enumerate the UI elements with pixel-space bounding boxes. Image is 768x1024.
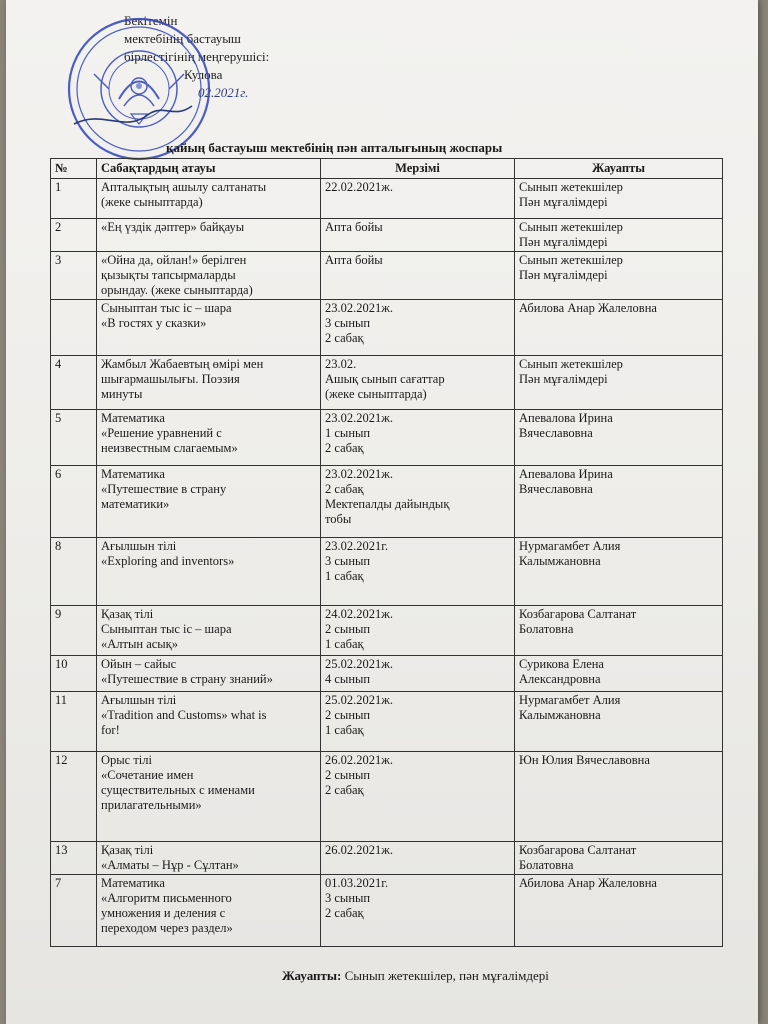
table-row bbox=[51, 466, 723, 538]
plan-table bbox=[50, 158, 723, 947]
responsible-cell-line: Сурикова Елена bbox=[519, 657, 604, 671]
responsible-cell-line: Сынып жетекшілер bbox=[519, 253, 623, 267]
date-cell-line: 23.02.2021ж. bbox=[325, 467, 394, 481]
lesson-name-cell-line: «Ең үздік дәптер» байқауы bbox=[101, 220, 245, 234]
lesson-name-cell-line: прилагательными» bbox=[101, 798, 202, 812]
lesson-name-cell bbox=[97, 466, 321, 538]
lesson-name-cell-line: «Алгоритм письменного bbox=[101, 891, 232, 905]
row-number-cell: 9 bbox=[51, 606, 97, 656]
date-cell-line: 2 сынып bbox=[325, 622, 371, 636]
date-cell-line: 23.02.2021ж. bbox=[325, 411, 394, 425]
date-cell bbox=[321, 656, 515, 692]
row-number-cell: 2 bbox=[51, 219, 97, 252]
lesson-name-cell bbox=[97, 842, 321, 875]
responsible-cell bbox=[515, 219, 723, 252]
date-cell-line: 1 сынып bbox=[325, 426, 371, 440]
table-row bbox=[51, 356, 723, 410]
date-cell-line: Апта бойы bbox=[325, 253, 383, 267]
header-lesson-name: Сабақтардың атауы bbox=[97, 159, 321, 179]
responsible-cell-line: Калымжановна bbox=[519, 708, 601, 722]
date-cell-line: 01.03.2021г. bbox=[325, 876, 389, 890]
approval-line-1: Бекітемін bbox=[124, 13, 178, 28]
date-cell bbox=[321, 875, 515, 947]
responsible-cell-line: Болатовна bbox=[519, 622, 574, 636]
date-cell-line: 26.02.2021ж. bbox=[325, 843, 394, 857]
date-cell-line: Апта бойы bbox=[325, 220, 383, 234]
date-cell-line: 2 сабақ bbox=[325, 441, 364, 455]
date-cell bbox=[321, 538, 515, 606]
date-cell-line: 2 сабақ bbox=[325, 783, 364, 797]
approval-line-3: бірлестігінің меңгерушісі: bbox=[124, 49, 270, 64]
date-cell bbox=[321, 300, 515, 356]
row-number-cell: 6 bbox=[51, 466, 97, 538]
responsible-cell-line: Пән мұғалімдері bbox=[519, 235, 608, 249]
lesson-name-cell bbox=[97, 356, 321, 410]
lesson-name-cell-line: Жамбыл Жабаевтың өмірі мен bbox=[101, 357, 264, 371]
responsible-cell bbox=[515, 466, 723, 538]
date-cell bbox=[321, 410, 515, 466]
responsible-cell-line: Нурмагамбет Алия bbox=[519, 539, 621, 553]
responsible-cell bbox=[515, 692, 723, 752]
lesson-name-cell-line: «Путешествие в страну знаний» bbox=[101, 672, 273, 686]
document-page bbox=[6, 0, 758, 1024]
responsible-cell-line: Козбагарова Салтанат bbox=[519, 843, 637, 857]
table-row bbox=[51, 219, 723, 252]
lesson-name-cell-line: умножения и деления с bbox=[101, 906, 226, 920]
lesson-name-cell-line: «Алтын асық» bbox=[101, 637, 179, 651]
responsible-cell bbox=[515, 252, 723, 300]
date-cell bbox=[321, 219, 515, 252]
responsible-cell-line: Пән мұғалімдері bbox=[519, 268, 608, 282]
row-number-cell: 3 bbox=[51, 252, 97, 300]
date-cell bbox=[321, 356, 515, 410]
responsible-cell-line: Сынып жетекшілер bbox=[519, 180, 623, 194]
responsible-cell-line: Апевалова Ирина bbox=[519, 411, 613, 425]
responsible-cell-line: Александровна bbox=[519, 672, 601, 686]
date-cell-line: тобы bbox=[325, 512, 352, 526]
responsible-cell bbox=[515, 179, 723, 219]
responsible-cell-line: Юн Юлия Вячеславовна bbox=[519, 753, 650, 767]
lesson-name-cell bbox=[97, 606, 321, 656]
date-cell bbox=[321, 252, 515, 300]
lesson-name-cell-line: «В гостях у сказки» bbox=[101, 316, 207, 330]
header-responsible: Жауапты bbox=[515, 159, 723, 179]
date-cell-line: 25.02.2021ж. bbox=[325, 657, 394, 671]
lesson-name-cell-line: неизвестным слагаемым» bbox=[101, 441, 238, 455]
responsible-cell-line: Сынып жетекшілер bbox=[519, 357, 623, 371]
table-row bbox=[51, 752, 723, 842]
plan-table-body bbox=[51, 179, 723, 947]
date-cell-line: 23.02.2021ж. bbox=[325, 301, 394, 315]
responsible-cell bbox=[515, 410, 723, 466]
lesson-name-cell bbox=[97, 252, 321, 300]
lesson-name-cell bbox=[97, 300, 321, 356]
lesson-name-cell bbox=[97, 410, 321, 466]
date-cell-line: 2 сабақ bbox=[325, 482, 364, 496]
date-cell-line: 3 сынып bbox=[325, 891, 371, 905]
lesson-name-cell-line: for! bbox=[101, 723, 120, 737]
lesson-name-cell bbox=[97, 179, 321, 219]
responsible-cell-line: Вячеславовна bbox=[519, 426, 593, 440]
lesson-name-cell-line: Орыс тілі bbox=[101, 753, 152, 767]
row-number-cell: 13 bbox=[51, 842, 97, 875]
date-cell-line: 23.02.2021г. bbox=[325, 539, 389, 553]
lesson-name-cell bbox=[97, 875, 321, 947]
responsible-cell-line: Сынып жетекшілер bbox=[519, 220, 623, 234]
date-cell-line: Ашық сынып сағаттар bbox=[325, 372, 445, 386]
date-cell bbox=[321, 179, 515, 219]
lesson-name-cell-line: математики» bbox=[101, 497, 170, 511]
date-cell-line: 23.02. bbox=[325, 357, 357, 371]
row-number-cell: 4 bbox=[51, 356, 97, 410]
responsible-cell bbox=[515, 875, 723, 947]
lesson-name-cell bbox=[97, 692, 321, 752]
lesson-name-cell bbox=[97, 538, 321, 606]
row-number-cell: 7 bbox=[51, 875, 97, 947]
responsible-cell bbox=[515, 656, 723, 692]
date-cell-line: 4 сынып bbox=[325, 672, 371, 686]
date-cell-line: 3 сынып bbox=[325, 554, 371, 568]
date-cell bbox=[321, 692, 515, 752]
date-cell bbox=[321, 842, 515, 875]
lesson-name-cell-line: Қазақ тілі bbox=[101, 607, 154, 621]
lesson-name-cell-line: «Tradition and Customs» what is bbox=[101, 708, 267, 722]
responsible-cell bbox=[515, 606, 723, 656]
date-cell-line: 1 сабақ bbox=[325, 723, 364, 737]
date-cell bbox=[321, 752, 515, 842]
responsible-cell bbox=[515, 752, 723, 842]
lesson-name-cell-line: «Путешествие в страну bbox=[101, 482, 227, 496]
table-row bbox=[51, 875, 723, 947]
table-row bbox=[51, 179, 723, 219]
date-cell-line: 1 сабақ bbox=[325, 569, 364, 583]
lesson-name-cell-line: «Алматы – Нұр - Сұлтан» bbox=[101, 858, 239, 872]
responsible-cell bbox=[515, 300, 723, 356]
lesson-name-cell-line: Сыныптан тыс іс – шара bbox=[101, 301, 232, 315]
lesson-name-cell-line: минуты bbox=[101, 387, 143, 401]
table-header-row bbox=[51, 159, 723, 179]
table-row bbox=[51, 842, 723, 875]
lesson-name-cell-line: шығармашылығы. Поэзия bbox=[101, 372, 240, 386]
lesson-name-cell bbox=[97, 219, 321, 252]
responsible-cell-line: Болатовна bbox=[519, 858, 574, 872]
responsible-cell-line: Пән мұғалімдері bbox=[519, 195, 608, 209]
lesson-name-cell-line: Математика bbox=[101, 876, 165, 890]
approval-line-2: мектебінің бастауыш bbox=[124, 31, 241, 46]
date-cell-line: 3 сынып bbox=[325, 316, 371, 330]
lesson-name-cell-line: орындау. (жеке сыныптарда) bbox=[101, 283, 253, 297]
lesson-name-cell-line: Қазақ тілі bbox=[101, 843, 154, 857]
footer-text: Сынып жетекшілер, пән мұғалімдері bbox=[341, 968, 549, 983]
lesson-name-cell-line: «Exploring and inventors» bbox=[101, 554, 235, 568]
lesson-name-cell-line: қызықты тапсырмаларды bbox=[101, 268, 236, 282]
responsible-cell bbox=[515, 842, 723, 875]
table-row bbox=[51, 538, 723, 606]
row-number-cell: 1 bbox=[51, 179, 97, 219]
approval-line-4: Кулова bbox=[184, 67, 223, 82]
header-number: № bbox=[51, 159, 97, 179]
date-cell-line: 26.02.2021ж. bbox=[325, 753, 394, 767]
date-cell-line: 2 сабақ bbox=[325, 906, 364, 920]
lesson-name-cell-line: переходом через раздел» bbox=[101, 921, 233, 935]
lesson-name-cell-line: «Решение уравнений с bbox=[101, 426, 222, 440]
responsible-cell-line: Абилова Анар Жалеловна bbox=[519, 301, 657, 315]
date-cell-line: 2 сынып bbox=[325, 768, 371, 782]
responsible-cell-line: Апевалова Ирина bbox=[519, 467, 613, 481]
approval-date: 02.2021г. bbox=[198, 85, 249, 100]
row-number-cell: 11 bbox=[51, 692, 97, 752]
table-row bbox=[51, 410, 723, 466]
table-row bbox=[51, 656, 723, 692]
table-row bbox=[51, 692, 723, 752]
responsible-cell-line: Нурмагамбет Алия bbox=[519, 693, 621, 707]
date-cell-line: 22.02.2021ж. bbox=[325, 180, 394, 194]
lesson-name-cell-line: Математика bbox=[101, 467, 165, 481]
lesson-name-cell-line: Математика bbox=[101, 411, 165, 425]
responsible-cell-line: Абилова Анар Жалеловна bbox=[519, 876, 657, 890]
row-number-cell: 8 bbox=[51, 538, 97, 606]
date-cell-line: 2 сынып bbox=[325, 708, 371, 722]
header-date: Мерзімі bbox=[321, 159, 515, 179]
responsible-cell-line: Вячеславовна bbox=[519, 482, 593, 496]
lesson-name-cell-line: Ағылшын тілі bbox=[101, 539, 177, 553]
responsible-cell-line: Калымжановна bbox=[519, 554, 601, 568]
lesson-name-cell-line: Ойын – сайыс bbox=[101, 657, 177, 671]
lesson-name-cell-line: существительных с именами bbox=[101, 783, 255, 797]
date-cell bbox=[321, 466, 515, 538]
footer-label: Жауапты: bbox=[282, 968, 342, 983]
table-row bbox=[51, 300, 723, 356]
lesson-name-cell-line: «Ойна да, ойлан!» берілген bbox=[101, 253, 247, 267]
date-cell-line: 25.02.2021ж. bbox=[325, 693, 394, 707]
lesson-name-cell bbox=[97, 752, 321, 842]
date-cell bbox=[321, 606, 515, 656]
lesson-name-cell bbox=[97, 656, 321, 692]
table-row bbox=[51, 606, 723, 656]
table-row bbox=[51, 252, 723, 300]
footer-responsible bbox=[282, 968, 549, 984]
lesson-name-cell-line: Апталықтың ашылу салтанаты bbox=[101, 180, 267, 194]
responsible-cell bbox=[515, 538, 723, 606]
row-number-cell: 10 bbox=[51, 656, 97, 692]
document-title: қайың бастауыш мектебінің пән апталығының жоспары bbox=[166, 140, 503, 155]
date-cell-line: Мектепалды дайындық bbox=[325, 497, 450, 511]
lesson-name-cell-line: «Сочетание имен bbox=[101, 768, 194, 782]
date-cell-line: 2 сабақ bbox=[325, 331, 364, 345]
row-number-cell bbox=[51, 300, 97, 356]
responsible-cell bbox=[515, 356, 723, 410]
date-cell-line: 1 сабақ bbox=[325, 637, 364, 651]
responsible-cell-line: Пән мұғалімдері bbox=[519, 372, 608, 386]
lesson-name-cell-line: (жеке сыныптарда) bbox=[101, 195, 203, 209]
date-cell-line: (жеке сыныптарда) bbox=[325, 387, 427, 401]
row-number-cell: 12 bbox=[51, 752, 97, 842]
lesson-name-cell-line: Сыныптан тыс іс – шара bbox=[101, 622, 232, 636]
date-cell-line: 24.02.2021ж. bbox=[325, 607, 394, 621]
responsible-cell-line: Козбагарова Салтанат bbox=[519, 607, 637, 621]
row-number-cell: 5 bbox=[51, 410, 97, 466]
lesson-name-cell-line: Ағылшын тілі bbox=[101, 693, 177, 707]
